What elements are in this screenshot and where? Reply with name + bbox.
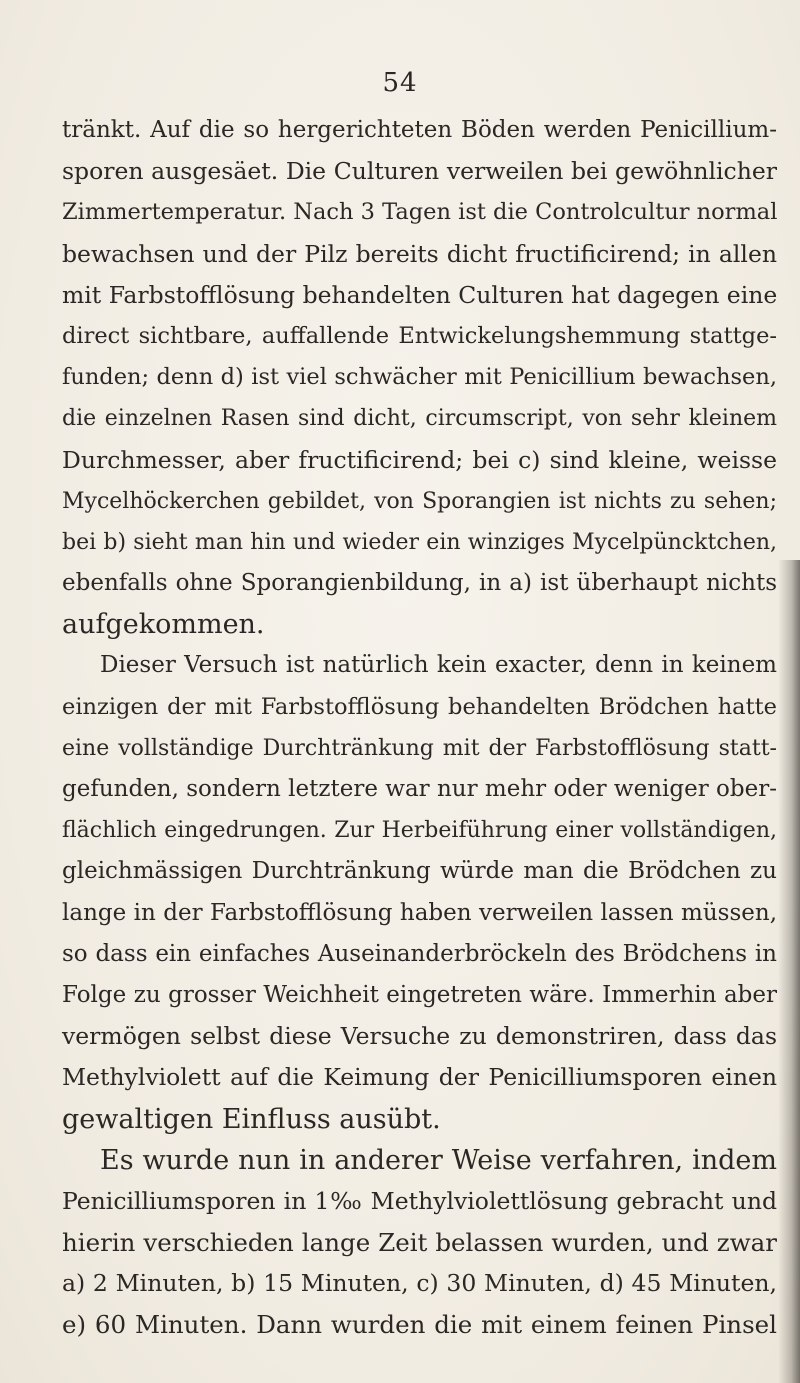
- text-line: vermögen selbst diese Versuche zu demonstriren, dass das: [62, 1022, 777, 1051]
- text-line: gewaltigen Einfluss ausübt.: [62, 1103, 441, 1135]
- text-line: Dieser Versuch ist natürlich kein exacter, denn in keinem: [100, 652, 777, 679]
- text-line: a) 2 Minuten, b) 15 Minuten, c) 30 Minuten, d) 45 Minuten,: [62, 1269, 777, 1298]
- text-line: so dass ein einfaches Auseinanderbröckeln des Brödchens in: [62, 940, 777, 967]
- text-line: sporen ausgesäet. Die Culturen verweilen bei gewöhnlicher: [62, 157, 777, 186]
- page-number: 54: [382, 68, 418, 98]
- text-line: bei b) sieht man hin und wieder ein winziges Mycelpüncktchen,: [62, 529, 777, 555]
- text-line: die einzelnen Rasen sind dicht, circumscript, von sehr kleinem: [62, 406, 777, 432]
- text-line: funden; denn d) ist viel schwächer mit Penicillium bewachsen,: [62, 364, 777, 391]
- text-line: mit Farbstofflösung behandelten Culturen hat dagegen eine: [62, 280, 778, 309]
- text-line: direct sichtbare, auffallende Entwickelungshemmung stattge-: [62, 322, 777, 349]
- text-line: ebenfalls ohne Sporangienbildung, in a) ist überhaupt nichts: [62, 570, 777, 597]
- text-line: e) 60 Minuten. Dann wurden die mit einem feinen Pinsel: [62, 1310, 777, 1340]
- text-line: aufgekommen.: [62, 609, 265, 641]
- body-text: [62, 110, 777, 1346]
- text-line: Mycelhöckerchen gebildet, von Sporangien ist nichts zu sehen;: [62, 488, 777, 514]
- text-line: flächlich eingedrungen. Zur Herbeiführung einer vollständigen,: [62, 818, 777, 844]
- page-edge-shadow: [778, 560, 800, 1383]
- text-line: Zimmertemperatur. Nach 3 Tagen ist die Controlcultur normal: [62, 199, 778, 226]
- text-line: gleichmässigen Durchtränkung würde man die Brödchen zu: [62, 858, 777, 885]
- text-line: gefunden, sondern letztere war nur mehr oder weniger ober-: [62, 776, 777, 802]
- text-line: Methylviolett auf die Keimung der Penicilliumsporen einen: [62, 1063, 777, 1092]
- text-line: einzigen der mit Farbstofflösung behandelten Brödchen hatte: [62, 693, 777, 720]
- text-line: Durchmesser, aber fructificirend; bei c) sind kleine, weisse: [62, 445, 777, 474]
- text-line: Es wurde nun in anderer Weise verfahren, indem: [100, 1144, 777, 1176]
- text-line: Penicilliumsporen in 1‰ Methylviolettlösung gebracht und: [62, 1186, 777, 1215]
- text-line: bewachsen und der Pilz bereits dicht fructificirend; in allen: [62, 239, 777, 268]
- text-line: lange in der Farbstofflösung haben verweilen lassen müssen,: [62, 899, 777, 926]
- text-line: tränkt. Auf die so hergerichteten Böden werden Penicillium-: [62, 117, 777, 143]
- text-line: eine vollständige Durchtränkung mit der Farbstofflösung statt-: [62, 735, 777, 761]
- text-line: Folge zu grosser Weichheit eingetreten wäre. Immerhin aber: [62, 981, 777, 1008]
- text-line: hierin verschieden lange Zeit belassen wurden, und zwar: [62, 1228, 777, 1258]
